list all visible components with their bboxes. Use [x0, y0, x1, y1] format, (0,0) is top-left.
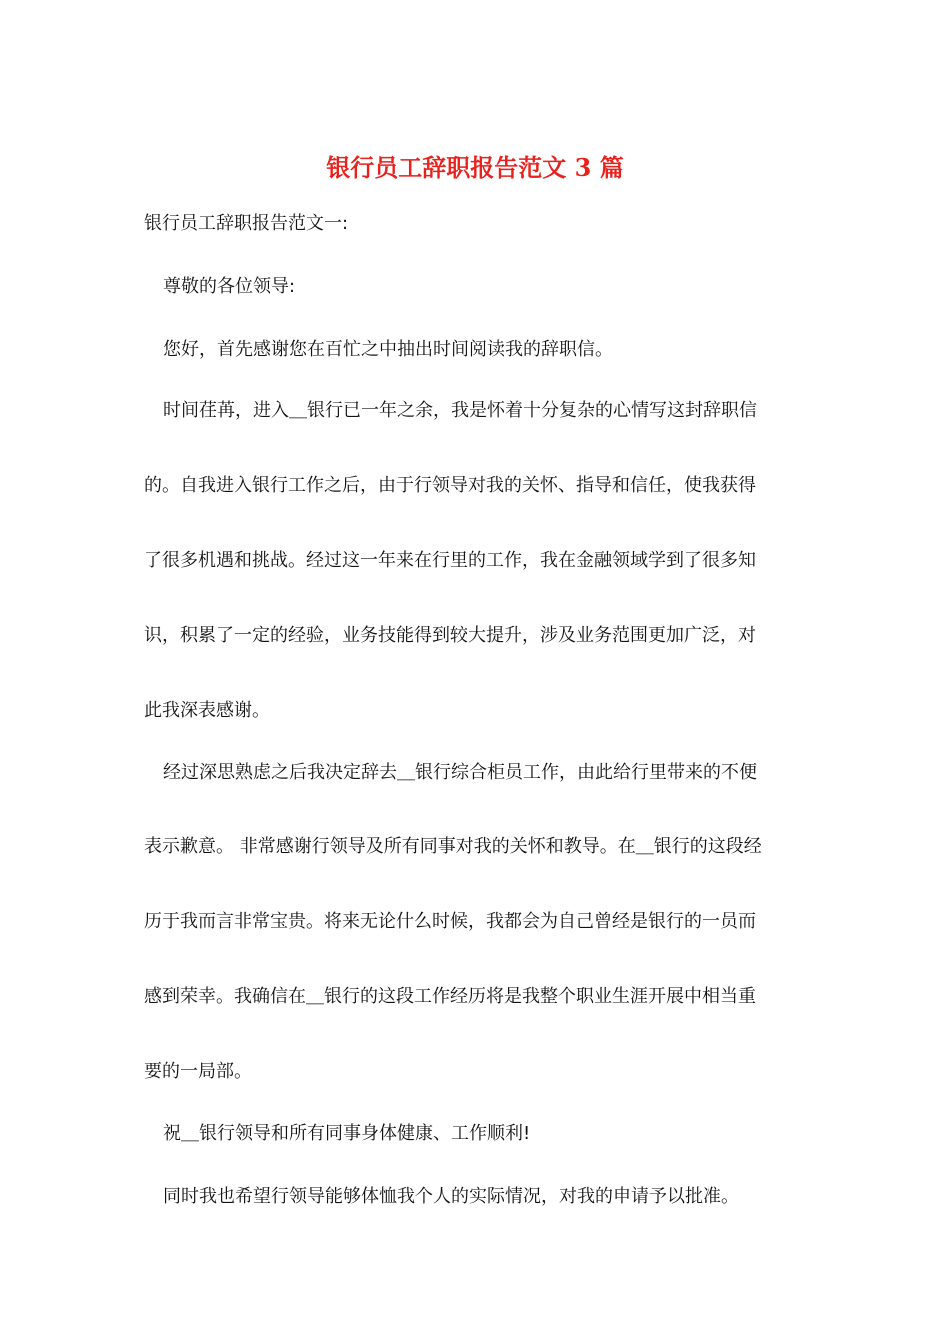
greeting-paragraph: 您好，首先感谢您在百忙之中抽出时间阅读我的辞职信。	[163, 339, 613, 360]
paragraph-line: 此我深表感谢。	[144, 700, 270, 721]
paragraph-line: 历于我而言非常宝贵。将来无论什么时候，我都会为自己曾经是银行的一员而	[144, 911, 756, 932]
document-title: 银行员工辞职报告范文 3 篇	[326, 153, 624, 182]
paragraph-line: 表示歉意。 非常感谢行领导及所有同事对我的关怀和教导。在＿银行的这段经	[144, 836, 762, 857]
request-line: 同时我也希望行领导能够体恤我个人的实际情况，对我的申请予以批准。	[163, 1186, 739, 1207]
paragraph-line: 了很多机遇和挑战。经过这一年来在行里的工作，我在金融领域学到了很多知	[144, 550, 756, 571]
section-heading: 银行员工辞职报告范文一:	[144, 213, 349, 234]
paragraph-line: 识，积累了一定的经验，业务技能得到较大提升，涉及业务范围更加广泛，对	[144, 625, 756, 646]
paragraph-line: 要的一局部。	[144, 1061, 252, 1082]
paragraph-line: 经过深思熟虑之后我决定辞去＿银行综合柜员工作，由此给行里带来的不便	[163, 762, 757, 783]
paragraph-line: 的。自我进入银行工作之后，由于行领导对我的关怀、指导和信任，使我获得	[144, 475, 756, 496]
blessing-line: 祝＿银行领导和所有同事身体健康、工作顺利!	[163, 1123, 531, 1144]
paragraph-line: 时间荏苒，进入＿银行已一年之余，我是怀着十分复杂的心情写这封辞职信	[163, 400, 757, 421]
paragraph-line: 感到荣幸。我确信在＿银行的这段工作经历将是我整个职业生涯开展中相当重	[144, 986, 756, 1007]
salutation: 尊敬的各位领导:	[163, 276, 296, 297]
